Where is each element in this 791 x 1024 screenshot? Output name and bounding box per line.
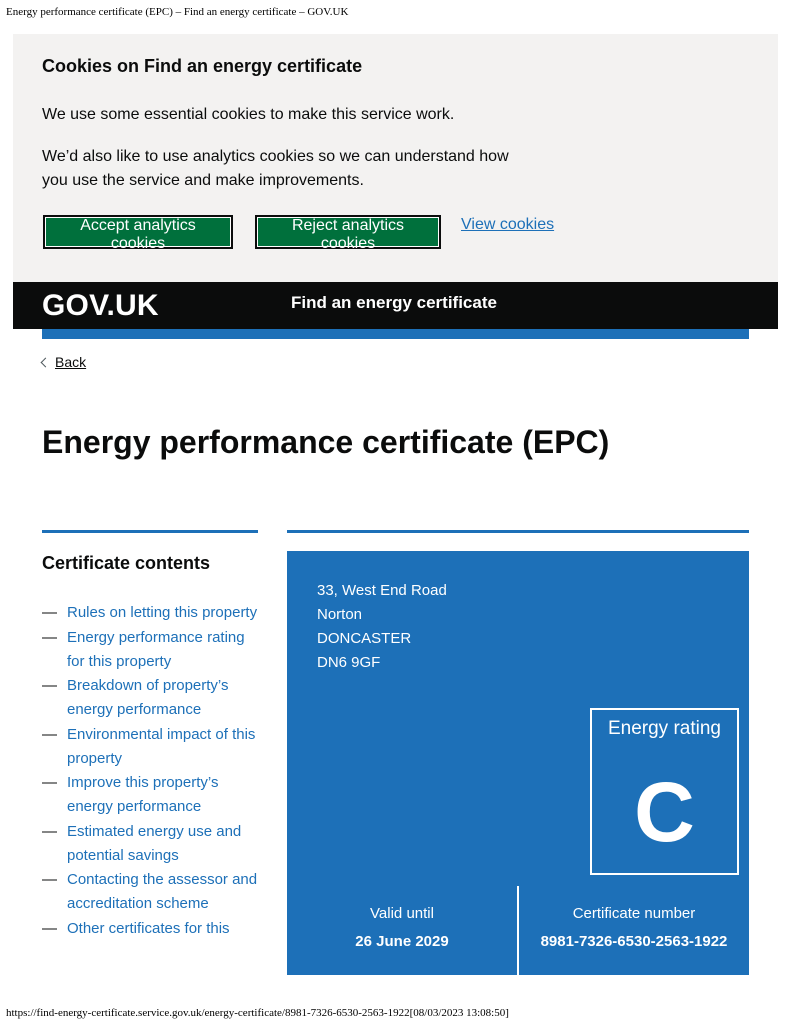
dash-marker: — [42,677,57,694]
address-line-2: Norton [317,606,363,623]
contents-link[interactable]: Environmental impact of this property [67,725,256,767]
contents-link[interactable]: Energy performance rating for this property [67,628,245,670]
epc-summary-box [287,551,749,886]
valid-until-cell [287,886,517,975]
header-blue-bar [42,329,749,339]
contents-link[interactable]: Breakdown of property’s energy performance [67,677,229,718]
accept-analytics-cookies-button[interactable]: Accept analytics cookies [43,215,233,249]
contents-link[interactable]: Rules on letting this property [67,604,258,621]
dash-marker: — [42,774,57,791]
contents-item-rules-on-letting [42,601,258,625]
contents-link[interactable]: Other certificates for this [67,919,230,937]
certificate-contents-list [42,601,258,941]
contents-item-improve [42,771,258,819]
govuk-logo[interactable]: GOV.UK [42,289,159,322]
contents-top-rule [42,530,258,533]
energy-rating-label: Energy rating [607,718,721,739]
govuk-header [13,282,778,329]
back-link[interactable] [42,354,86,370]
contents-link[interactable]: Estimated energy use and potential savings [67,822,242,864]
contents-link[interactable]: Improve this property’s energy performance [67,774,219,815]
print-header: Energy performance certificate (EPC) – Find an energy certificate – GOV.UK [6,6,349,18]
address-line-3: DONCASTER [317,630,412,647]
cookie-banner-text-essential: We use some essential cookies to make this service work. [42,106,455,123]
contents-link[interactable]: Contacting the assessor and accreditation scheme [67,871,258,912]
dash-marker: — [42,725,57,743]
dash-marker: — [42,628,57,646]
certificate-number-value: 8981-7326-6530-2563-1922 [540,933,728,950]
dash-marker: — [42,822,57,840]
dash-marker: — [42,604,57,621]
certificate-contents-title: Certificate contents [42,553,211,573]
valid-until-value: 26 June 2029 [355,933,449,950]
back-link-label: Back [55,354,87,370]
dash-marker: — [42,871,57,888]
service-name-link[interactable]: Find an energy certificate [291,293,497,312]
epc-top-rule [287,530,749,533]
contents-item-estimated-energy-use [42,820,258,868]
cookie-banner-text-analytics: We’d also like to use analytics cookies so we can understand how you use the service and make improvements. [42,148,509,189]
chevron-left-icon [41,358,51,368]
contents-item-energy-rating [42,626,258,674]
cookie-banner [13,34,778,282]
print-footer-url: https://find-energy-certificate.service.gov.uk/energy-certificate/8981-7326-6530-2563-1922[08/03/2023 13:08:50] [6,1007,509,1019]
page-title: Energy performance certificate (EPC) [42,424,610,460]
dash-marker: — [42,919,57,937]
energy-rating-letter: C [634,765,695,859]
address-postcode: DN6 9GF [317,654,381,671]
energy-rating-box [590,708,739,875]
certificate-number-label: Certificate number [572,905,696,922]
property-address [317,579,447,675]
reject-analytics-cookies-button[interactable]: Reject analytics cookies [255,215,441,249]
contents-item-other-certificates [42,917,258,941]
contents-item-breakdown [42,674,258,722]
cookie-banner-title: Cookies on Find an energy certificate [42,56,363,76]
valid-until-label: Valid until [370,905,434,922]
contents-item-environmental-impact [42,723,258,771]
address-line-1: 33, West End Road [317,582,447,599]
view-cookies-link[interactable]: View cookies [461,216,555,233]
certificate-number-cell [519,886,749,975]
contents-item-contacting-assessor [42,868,258,916]
